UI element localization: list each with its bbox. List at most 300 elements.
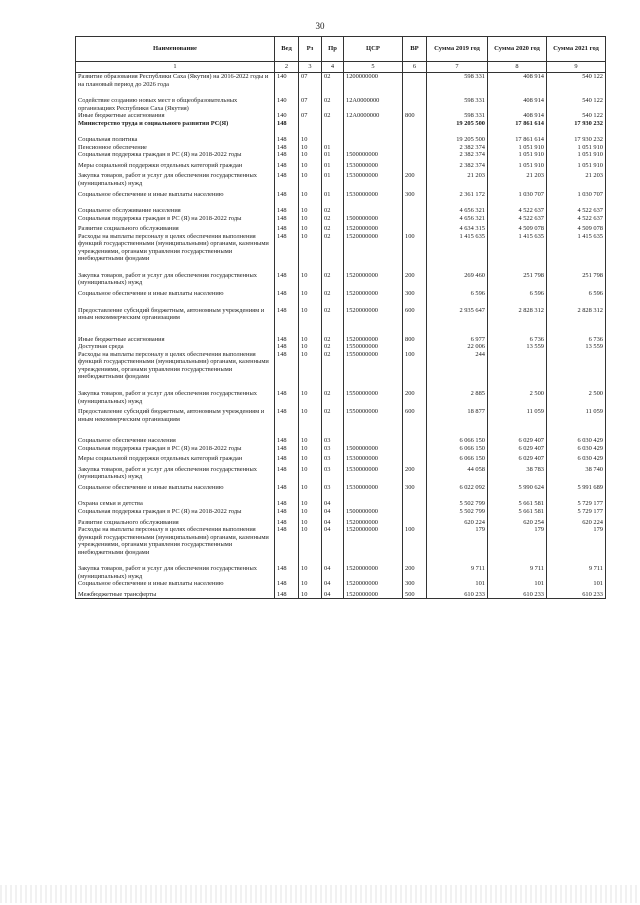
cell-sum-2021: 6 736	[547, 322, 606, 344]
cell-sum-2020: 5 661 581	[488, 508, 547, 516]
cell-ved: 148	[275, 588, 299, 599]
cell-name: Развитие социального обслуживания	[76, 516, 275, 527]
cell-csr: 1200000000	[344, 73, 403, 89]
cell-sum-2020: 1 030 707	[488, 188, 547, 199]
cell-sum-2020: 1 051 910	[488, 159, 547, 170]
col-number: 9	[547, 62, 606, 73]
cell-pr: 02	[322, 263, 344, 287]
cell-name: Меры социальной поддержки отдельных категорий граждан	[76, 452, 275, 463]
cell-sum-2019: 4 634 315	[427, 222, 488, 233]
cell-vr	[403, 516, 427, 527]
header-pr: Пр	[322, 37, 344, 62]
cell-name: Расходы на выплаты персоналу в целях обеспечения выполнения функций государственными (муниципальными) органами, казенными учреждениями, органами управления государственными внебюджетными фондами	[76, 526, 275, 556]
cell-sum-2020: 5 661 581	[488, 491, 547, 508]
cell-csr: 1530000000	[344, 463, 403, 481]
cell-ved: 148	[275, 343, 299, 351]
cell-sum-2019: 244	[427, 351, 488, 381]
col-number: 6	[403, 62, 427, 73]
cell-sum-2021: 5 729 177	[547, 508, 606, 516]
cell-sum-2021: 4 509 078	[547, 222, 606, 233]
cell-vr: 300	[403, 188, 427, 199]
cell-sum-2019: 6 022 092	[427, 481, 488, 492]
cell-rz: 10	[299, 491, 322, 508]
cell-name: Социальная поддержка граждан в РС (Я) на 2018-2022 годы	[76, 508, 275, 516]
cell-sum-2020: 1 415 635	[488, 233, 547, 263]
cell-csr: 1520000000	[344, 263, 403, 287]
cell-sum-2019: 2 885	[427, 381, 488, 405]
cell-vr	[403, 445, 427, 453]
cell-pr: 02	[322, 351, 344, 381]
cell-name: Закупка товаров, работ и услуг для обеспечения государственных (муниципальных) нужд	[76, 463, 275, 481]
cell-name: Пенсионное обеспечение	[76, 144, 275, 152]
cell-pr: 02	[322, 322, 344, 344]
scan-artifact	[0, 885, 640, 903]
cell-pr: 02	[322, 405, 344, 423]
table-body	[76, 73, 606, 599]
cell-pr: 01	[322, 151, 344, 159]
cell-ved: 148	[275, 159, 299, 170]
cell-rz: 10	[299, 423, 322, 445]
cell-sum-2019: 2 382 374	[427, 151, 488, 159]
cell-sum-2021: 5 991 689	[547, 481, 606, 492]
cell-csr: 12А0000000	[344, 88, 403, 112]
cell-ved: 140	[275, 88, 299, 112]
cell-ved: 148	[275, 222, 299, 233]
table-row	[76, 322, 606, 344]
cell-csr	[344, 198, 403, 215]
cell-pr: 01	[322, 188, 344, 199]
cell-ved: 148	[275, 144, 299, 152]
table-row	[76, 463, 606, 481]
cell-rz: 10	[299, 508, 322, 516]
cell-name: Социальное обслуживание населения	[76, 198, 275, 215]
cell-vr	[403, 215, 427, 223]
cell-sum-2020: 101	[488, 580, 547, 588]
cell-rz: 10	[299, 144, 322, 152]
cell-pr: 03	[322, 481, 344, 492]
col-number: 3	[299, 62, 322, 73]
cell-csr: 1520000000	[344, 580, 403, 588]
cell-rz: 10	[299, 263, 322, 287]
cell-pr: 02	[322, 381, 344, 405]
cell-sum-2019: 4 656 321	[427, 215, 488, 223]
cell-sum-2020: 1 051 910	[488, 144, 547, 152]
cell-sum-2020	[488, 351, 547, 381]
header-ved: Вед	[275, 37, 299, 62]
cell-rz: 07	[299, 73, 322, 89]
cell-rz: 10	[299, 343, 322, 351]
cell-name: Расходы на выплаты персоналу в целях обеспечения выполнения функций государственными (муниципальными) органами, казенными учреждениями, органами управления государственными внебюджетными фондами	[76, 351, 275, 381]
cell-sum-2020: 408 914	[488, 88, 547, 112]
cell-vr	[403, 508, 427, 516]
cell-sum-2020: 17 861 614	[488, 127, 547, 144]
cell-vr	[403, 452, 427, 463]
cell-name: Предоставление субсидий бюджетным, автономным учреждениям и иным некоммерческим организациям	[76, 405, 275, 423]
cell-vr: 800	[403, 322, 427, 344]
cell-csr: 1500000000	[344, 151, 403, 159]
cell-ved: 140	[275, 112, 299, 120]
table-row	[76, 452, 606, 463]
table-row	[76, 351, 606, 381]
cell-pr: 02	[322, 287, 344, 298]
cell-name: Развитие социального обслуживания	[76, 222, 275, 233]
cell-ved: 148	[275, 491, 299, 508]
table-row	[76, 580, 606, 588]
cell-ved: 148	[275, 351, 299, 381]
table-row	[76, 405, 606, 423]
table-row	[76, 287, 606, 298]
cell-sum-2021: 9 711	[547, 556, 606, 580]
cell-pr: 03	[322, 445, 344, 453]
cell-sum-2019: 4 656 321	[427, 198, 488, 215]
cell-rz: 10	[299, 198, 322, 215]
cell-ved: 148	[275, 215, 299, 223]
cell-ved: 148	[275, 580, 299, 588]
cell-sum-2020: 4 522 637	[488, 198, 547, 215]
col-number: 8	[488, 62, 547, 73]
cell-rz: 10	[299, 452, 322, 463]
table-row	[76, 127, 606, 144]
cell-pr: 04	[322, 491, 344, 508]
cell-ved: 148	[275, 298, 299, 322]
cell-pr: 02	[322, 343, 344, 351]
cell-name: Предоставление субсидий бюджетным, автономным учреждениям и иным некоммерческим организациям	[76, 298, 275, 322]
cell-sum-2019: 19 205 500	[427, 120, 488, 128]
cell-sum-2020: 408 914	[488, 73, 547, 89]
cell-name: Межбюджетные трансферты	[76, 588, 275, 599]
cell-pr: 02	[322, 88, 344, 112]
cell-sum-2019: 179	[427, 526, 488, 556]
cell-vr: 300	[403, 580, 427, 588]
cell-sum-2020: 2 500	[488, 381, 547, 405]
cell-sum-2021: 1 415 635	[547, 233, 606, 263]
cell-sum-2021: 5 729 177	[547, 491, 606, 508]
cell-csr: 1530000000	[344, 159, 403, 170]
cell-sum-2020: 620 254	[488, 516, 547, 527]
cell-pr: 02	[322, 198, 344, 215]
cell-csr: 1530000000	[344, 169, 403, 187]
table-row	[76, 112, 606, 120]
cell-ved: 148	[275, 151, 299, 159]
cell-rz: 10	[299, 222, 322, 233]
cell-pr: 04	[322, 508, 344, 516]
cell-rz: 10	[299, 188, 322, 199]
cell-sum-2020: 408 914	[488, 112, 547, 120]
cell-name: Закупка товаров, работ и услуг для обеспечения государственных (муниципальных) нужд	[76, 381, 275, 405]
cell-sum-2019: 2 361 172	[427, 188, 488, 199]
header-sum-2020: Сумма 2020 год	[488, 37, 547, 62]
cell-ved: 148	[275, 127, 299, 144]
budget-table	[75, 36, 606, 599]
cell-csr: 1530000000	[344, 452, 403, 463]
cell-rz: 10	[299, 351, 322, 381]
cell-csr: 1520000000	[344, 222, 403, 233]
cell-csr	[344, 423, 403, 445]
cell-sum-2020: 5 990 624	[488, 481, 547, 492]
cell-sum-2021: 6 596	[547, 287, 606, 298]
cell-rz: 10	[299, 580, 322, 588]
cell-ved: 148	[275, 381, 299, 405]
cell-ved: 148	[275, 508, 299, 516]
cell-csr: 1520000000	[344, 322, 403, 344]
cell-vr	[403, 127, 427, 144]
cell-sum-2020: 6 029 407	[488, 445, 547, 453]
cell-ved: 148	[275, 322, 299, 344]
column-number-row	[76, 62, 606, 73]
table-row	[76, 516, 606, 527]
cell-csr: 1550000000	[344, 343, 403, 351]
cell-rz: 10	[299, 169, 322, 187]
table-row	[76, 159, 606, 170]
cell-sum-2019: 269 460	[427, 263, 488, 287]
table-row	[76, 120, 606, 128]
cell-rz: 10	[299, 445, 322, 453]
cell-csr: 1520000000	[344, 233, 403, 263]
cell-vr	[403, 88, 427, 112]
cell-csr: 1520000000	[344, 588, 403, 599]
cell-sum-2020: 251 798	[488, 263, 547, 287]
cell-rz: 10	[299, 405, 322, 423]
cell-sum-2021: 13 559	[547, 343, 606, 351]
cell-sum-2020: 2 828 312	[488, 298, 547, 322]
cell-csr	[344, 144, 403, 152]
cell-csr: 1550000000	[344, 351, 403, 381]
cell-vr	[403, 423, 427, 445]
cell-pr: 03	[322, 452, 344, 463]
cell-name: Закупка товаров, работ и услуг для обеспечения государственных (муниципальных) нужд	[76, 263, 275, 287]
cell-sum-2020: 11 059	[488, 405, 547, 423]
cell-ved: 148	[275, 516, 299, 527]
cell-sum-2019: 6 066 150	[427, 452, 488, 463]
table-row	[76, 588, 606, 599]
cell-rz: 10	[299, 151, 322, 159]
cell-sum-2019: 5 502 799	[427, 508, 488, 516]
cell-sum-2019: 2 382 374	[427, 159, 488, 170]
table-row	[76, 144, 606, 152]
cell-name: Закупка товаров, работ и услуг для обеспечения государственных (муниципальных) нужд	[76, 169, 275, 187]
cell-sum-2020: 1 051 910	[488, 151, 547, 159]
cell-vr: 500	[403, 588, 427, 599]
cell-vr	[403, 198, 427, 215]
cell-sum-2021: 610 233	[547, 588, 606, 599]
cell-name: Социальная поддержка граждан в РС (Я) на 2018-2022 годы	[76, 445, 275, 453]
cell-sum-2021: 1 030 707	[547, 188, 606, 199]
table-row	[76, 151, 606, 159]
cell-csr: 1500000000	[344, 508, 403, 516]
cell-csr: 1550000000	[344, 381, 403, 405]
cell-sum-2021: 11 059	[547, 405, 606, 423]
cell-rz: 10	[299, 127, 322, 144]
table-row	[76, 491, 606, 508]
cell-sum-2019: 6 977	[427, 322, 488, 344]
cell-sum-2020: 6 029 407	[488, 423, 547, 445]
cell-rz: 10	[299, 233, 322, 263]
cell-sum-2021: 4 522 637	[547, 215, 606, 223]
cell-pr: 04	[322, 580, 344, 588]
cell-sum-2021: 540 122	[547, 112, 606, 120]
cell-ved: 148	[275, 233, 299, 263]
cell-rz: 07	[299, 112, 322, 120]
table-row	[76, 233, 606, 263]
cell-csr	[344, 127, 403, 144]
cell-ved: 148	[275, 445, 299, 453]
cell-sum-2021: 21 203	[547, 169, 606, 187]
cell-csr: 1550000000	[344, 405, 403, 423]
cell-name: Развитие образования Республики Саха (Якутия) на 2016-2022 годы и на плановый период до 2026 года	[76, 73, 275, 89]
cell-rz: 10	[299, 526, 322, 556]
cell-pr: 04	[322, 526, 344, 556]
cell-rz: 10	[299, 298, 322, 322]
cell-vr: 200	[403, 463, 427, 481]
cell-sum-2019: 19 205 500	[427, 127, 488, 144]
cell-rz: 10	[299, 159, 322, 170]
cell-rz: 10	[299, 463, 322, 481]
cell-sum-2019: 598 331	[427, 73, 488, 89]
cell-vr	[403, 120, 427, 128]
cell-pr: 04	[322, 556, 344, 580]
cell-sum-2019: 22 006	[427, 343, 488, 351]
cell-pr: 02	[322, 112, 344, 120]
cell-ved: 148	[275, 463, 299, 481]
cell-ved: 148	[275, 423, 299, 445]
cell-sum-2020: 6 596	[488, 287, 547, 298]
cell-ved: 148	[275, 188, 299, 199]
cell-ved: 148	[275, 198, 299, 215]
cell-sum-2021: 4 522 637	[547, 198, 606, 215]
cell-vr	[403, 491, 427, 508]
cell-vr: 300	[403, 481, 427, 492]
cell-sum-2020: 9 711	[488, 556, 547, 580]
cell-sum-2020: 6 029 407	[488, 452, 547, 463]
table-row	[76, 481, 606, 492]
cell-sum-2021: 2 828 312	[547, 298, 606, 322]
cell-pr: 02	[322, 298, 344, 322]
cell-pr: 01	[322, 169, 344, 187]
cell-sum-2021: 17 930 232	[547, 120, 606, 128]
cell-sum-2021: 6 030 429	[547, 445, 606, 453]
table-row	[76, 188, 606, 199]
cell-name: Иные бюджетные ассигнования	[76, 322, 275, 344]
table-row	[76, 222, 606, 233]
cell-sum-2019: 1 415 635	[427, 233, 488, 263]
cell-csr	[344, 491, 403, 508]
cell-ved: 148	[275, 452, 299, 463]
cell-vr	[403, 151, 427, 159]
header-csr: ЦСР	[344, 37, 403, 62]
cell-csr: 1520000000	[344, 526, 403, 556]
cell-sum-2019: 2 382 374	[427, 144, 488, 152]
cell-rz: 07	[299, 88, 322, 112]
cell-vr: 100	[403, 233, 427, 263]
cell-csr: 12А0000000	[344, 112, 403, 120]
table-row	[76, 445, 606, 453]
cell-name: Социальное обеспечение и иные выплаты населению	[76, 580, 275, 588]
table-row	[76, 556, 606, 580]
cell-csr: 1520000000	[344, 287, 403, 298]
cell-sum-2020: 4 509 078	[488, 222, 547, 233]
cell-vr	[403, 144, 427, 152]
cell-ved: 148	[275, 120, 299, 128]
cell-rz: 10	[299, 322, 322, 344]
header-vr: ВР	[403, 37, 427, 62]
cell-sum-2021: 540 122	[547, 88, 606, 112]
col-number: 2	[275, 62, 299, 73]
cell-sum-2020: 38 783	[488, 463, 547, 481]
page-number: 30	[315, 21, 325, 31]
cell-sum-2019: 9 711	[427, 556, 488, 580]
table-row	[76, 526, 606, 556]
header-sum-2021: Сумма 2021 год	[547, 37, 606, 62]
cell-sum-2021: 620 224	[547, 516, 606, 527]
cell-sum-2019: 6 596	[427, 287, 488, 298]
cell-sum-2019: 5 502 799	[427, 491, 488, 508]
cell-sum-2021: 6 030 429	[547, 423, 606, 445]
cell-sum-2020: 610 233	[488, 588, 547, 599]
cell-sum-2021: 2 500	[547, 381, 606, 405]
cell-sum-2021: 1 051 910	[547, 159, 606, 170]
cell-csr	[344, 120, 403, 128]
col-number: 7	[427, 62, 488, 73]
cell-sum-2021: 1 051 910	[547, 144, 606, 152]
cell-name: Иные бюджетные ассигнования	[76, 112, 275, 120]
cell-vr: 100	[403, 351, 427, 381]
cell-rz: 10	[299, 588, 322, 599]
cell-sum-2021: 38 740	[547, 463, 606, 481]
cell-sum-2021: 6 030 429	[547, 452, 606, 463]
cell-name: Содействие созданию новых мест в общеобразовательных организациях Республики Саха (Якутия)	[76, 88, 275, 112]
cell-name: Министерство труда и социального развития РС(Я)	[76, 120, 275, 128]
cell-pr: 02	[322, 215, 344, 223]
table-row	[76, 298, 606, 322]
cell-ved: 148	[275, 287, 299, 298]
col-number: 5	[344, 62, 403, 73]
cell-pr: 01	[322, 159, 344, 170]
table-row	[76, 508, 606, 516]
cell-vr: 600	[403, 298, 427, 322]
cell-rz: 10	[299, 556, 322, 580]
cell-pr: 03	[322, 423, 344, 445]
cell-name: Меры социальной поддержки отдельных категорий граждан	[76, 159, 275, 170]
cell-ved: 148	[275, 169, 299, 187]
table-row	[76, 381, 606, 405]
cell-pr: 01	[322, 144, 344, 152]
cell-sum-2020: 13 559	[488, 343, 547, 351]
cell-sum-2019: 18 877	[427, 405, 488, 423]
cell-vr: 600	[403, 405, 427, 423]
cell-vr: 200	[403, 263, 427, 287]
cell-sum-2019: 598 331	[427, 88, 488, 112]
cell-name: Социальное обеспечение населения	[76, 423, 275, 445]
cell-ved: 148	[275, 481, 299, 492]
cell-csr: 1520000000	[344, 556, 403, 580]
cell-sum-2021	[547, 351, 606, 381]
cell-ved: 148	[275, 526, 299, 556]
cell-name: Доступная среда	[76, 343, 275, 351]
cell-vr: 200	[403, 556, 427, 580]
cell-name: Социальное обеспечение и иные выплаты населению	[76, 188, 275, 199]
table-row	[76, 198, 606, 215]
cell-pr: 03	[322, 463, 344, 481]
cell-rz: 10	[299, 516, 322, 527]
cell-sum-2019: 610 233	[427, 588, 488, 599]
cell-rz: 10	[299, 287, 322, 298]
cell-vr	[403, 73, 427, 89]
cell-sum-2021: 540 122	[547, 73, 606, 89]
table-row	[76, 343, 606, 351]
cell-pr: 02	[322, 222, 344, 233]
table-row	[76, 263, 606, 287]
cell-sum-2021: 17 930 232	[547, 127, 606, 144]
